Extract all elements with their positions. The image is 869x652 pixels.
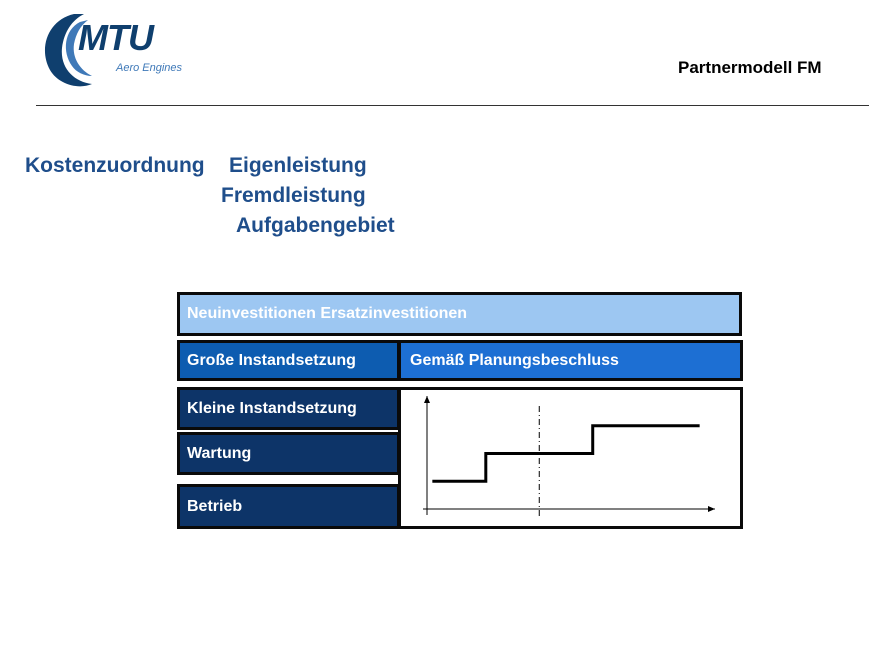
box-gemaess-planungsbeschluss: Gemäß Planungsbeschluss — [398, 340, 743, 381]
heading-kostenzuordnung: Kostenzuordnung — [25, 154, 205, 177]
logo-subtext: Aero Engines — [116, 62, 183, 74]
step-chart-box — [398, 387, 743, 529]
mtu-logo — [36, 8, 206, 88]
heading-eigenleistung: Eigenleistung — [229, 154, 367, 177]
box-kleine-instandsetzung: Kleine Instandsetzung — [177, 387, 400, 430]
step-series-step — [432, 426, 699, 482]
box-neuinvestitionen: Neuinvestitionen Ersatzinvestitionen — [177, 292, 742, 336]
box-wartung: Wartung — [177, 432, 400, 475]
step-chart — [401, 390, 740, 526]
page-title: Partnermodell FM — [678, 58, 822, 77]
box-betrieb: Betrieb — [177, 484, 400, 529]
heading-aufgabengebiet: Aufgabengebiet — [236, 214, 395, 237]
logo-text: MTU — [78, 17, 153, 58]
box-grosse-instandsetzung: Große Instandsetzung — [177, 340, 400, 381]
header-divider — [36, 105, 869, 106]
heading-fremdleistung: Fremdleistung — [221, 184, 366, 207]
